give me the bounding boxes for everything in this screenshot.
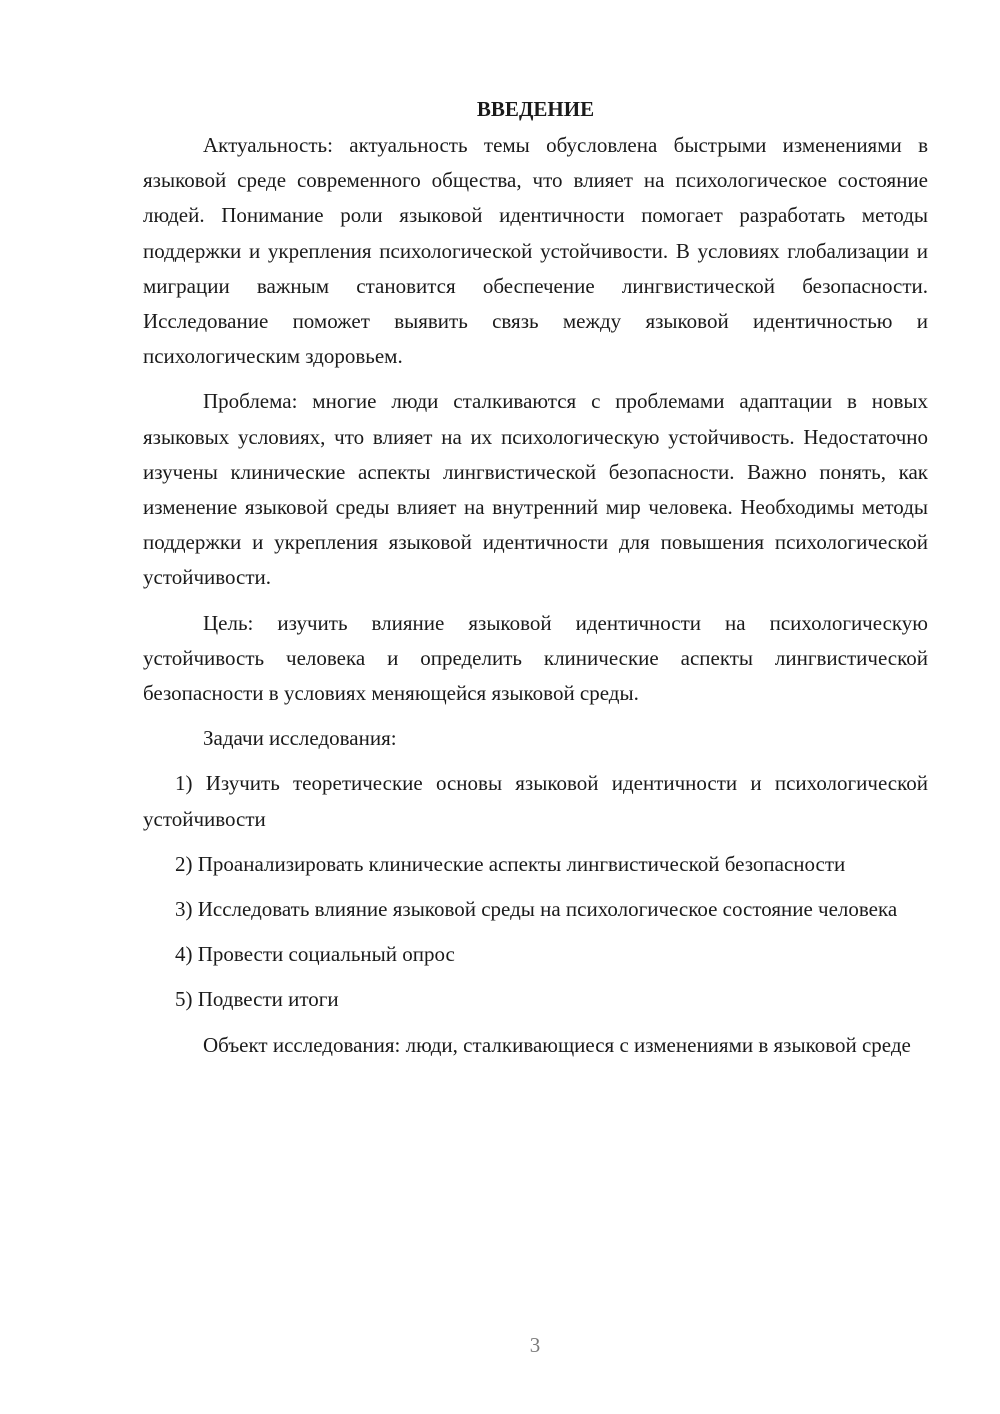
task-item-4: 4) Провести социальный опрос: [175, 942, 455, 967]
task-item-3: 3) Исследовать влияние языковой среды на психологическое состояние человека: [175, 897, 898, 922]
task-item-2: 2) Проанализировать клинические аспекты лингвистической безопасности: [175, 851, 846, 876]
tasks-title: Задачи исследования:: [203, 726, 397, 751]
section-heading: ВВЕДЕНИЕ: [476, 97, 595, 121]
problem-paragraph: Проблема: многие люди сталкиваются с проблемами адаптации в новых языковых условиях, что влияет на их психологическую устойчивость. Недостаточно изучены клинические аспекты лингвистической безопасности. Важно понять, как изменение языковой среды влияет на внутренний мир человека. Необходимы методы поддержки и укрепления языковой идентичности для повышения психологической устойчивости.: [143, 389, 928, 590]
object-paragraph: Объект исследования: люди, сталкивающиеся с изменениями в языковой среде: [203, 1032, 911, 1057]
goal-paragraph: Цель: изучить влияние языковой идентичности на психологическую устойчивость человека и определить клинические аспекты лингвистической безопасности в условиях меняющейся языковой среды.: [143, 610, 928, 706]
page-content: [143, 92, 928, 1073]
page-number: 3: [529, 1333, 541, 1357]
task-item-1: 1) Изучить теоретические основы языковой идентичности и психологической устойчивости: [143, 771, 928, 831]
relevance-paragraph: Актуальность: актуальность темы обусловлена быстрыми изменениями в языковой среде современного общества, что влияет на психологическое состояние людей. Понимание роли языковой идентичности помогает разработать методы поддержки и укрепления психологической устойчивости. В условиях глобализации и миграции важным становится обеспечение лингвистической безопасности. Исследование поможет выявить связь между языковой идентичностью и психологическим здоровьем.: [143, 133, 928, 369]
task-item-5: 5) Подвести итоги: [175, 987, 339, 1012]
